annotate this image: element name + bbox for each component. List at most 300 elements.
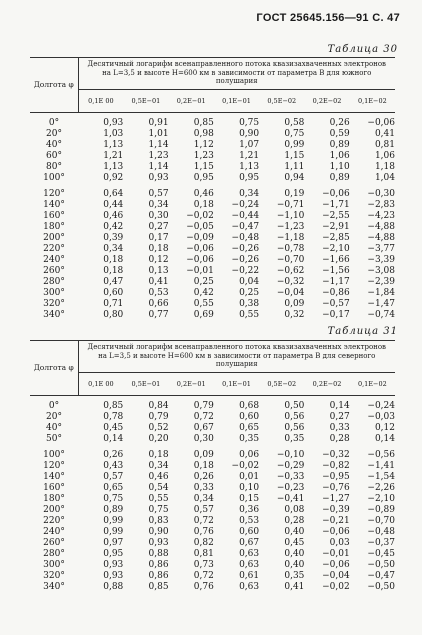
value-cell: 1,14 [148, 161, 169, 172]
table-row [30, 173, 395, 184]
longitude-cell: 20° [46, 128, 62, 139]
value-cell: 0,28 [284, 515, 305, 526]
value-cell: −0,48 [367, 526, 395, 537]
value-cell: 0,56 [284, 422, 305, 433]
table-30 [30, 57, 395, 321]
value-cell: 0,60 [239, 526, 260, 537]
value-cell: 0,18 [148, 449, 169, 460]
value-cell: −0,47 [367, 570, 395, 581]
value-cell: 0,52 [148, 422, 169, 433]
table-row [30, 233, 395, 244]
value-cell: 1,13 [103, 161, 124, 172]
value-cell: 1,13 [103, 139, 124, 150]
value-cell: 0,39 [103, 232, 124, 243]
longitude-cell: 260° [43, 537, 65, 548]
value-cell: 0,42 [103, 221, 124, 232]
table-row [30, 571, 395, 582]
longitude-cell: 40° [46, 139, 62, 150]
value-cell: 0,56 [284, 411, 305, 422]
value-cell: −0,26 [231, 243, 260, 254]
value-cell: 0,89 [329, 139, 350, 150]
value-cell: 0,18 [103, 265, 124, 276]
value-cell: 0,85 [148, 581, 169, 592]
value-cell: 0,34 [148, 460, 169, 471]
value-cell: 0,10 [239, 482, 260, 493]
value-cell: 1,14 [148, 139, 169, 150]
value-cell: −0,05 [186, 221, 214, 232]
longitude-cell: 160° [43, 210, 65, 221]
value-cell: 0,65 [103, 482, 124, 493]
value-cell: 0,97 [103, 537, 124, 548]
value-cell: 0,14 [103, 433, 124, 444]
value-cell: 0,35 [239, 433, 260, 444]
value-cell: −1,66 [322, 254, 350, 265]
value-cell: −0,70 [367, 515, 395, 526]
longitude-cell: 0° [48, 400, 60, 411]
param-header: 0,2E−01 [169, 372, 214, 395]
value-cell: 0,63 [239, 581, 260, 592]
table-31-caption: Таблица 31 [327, 326, 398, 337]
value-cell: −0,30 [367, 188, 395, 199]
table-description: Десятичный логарифм всенаправленного потока квазизахваченных электронов на L=3,5 и высоте H=600 км в зависимости от параметра B для северного полушария [78, 341, 395, 373]
value-cell: 0,81 [374, 139, 395, 150]
value-cell: 0,76 [193, 581, 214, 592]
table-row [30, 549, 395, 560]
value-cell: −0,50 [367, 581, 395, 592]
value-cell: 0,67 [193, 422, 214, 433]
longitude-cell: 220° [43, 515, 65, 526]
value-cell: −0,70 [276, 254, 305, 265]
value-cell: 0,40 [284, 559, 305, 570]
value-cell: −0,06 [186, 243, 214, 254]
longitude-cell: 100° [43, 172, 65, 183]
value-cell: 0,93 [103, 117, 124, 128]
value-cell: 0,12 [374, 422, 395, 433]
value-cell: −2,55 [322, 210, 350, 221]
value-cell: −0,10 [276, 449, 305, 460]
param-header: 0,1E−01 [214, 89, 259, 112]
value-cell: 0,60 [239, 411, 260, 422]
value-cell: 0,41 [284, 581, 305, 592]
value-cell: −0,32 [322, 449, 350, 460]
param-header: 0,5E−02 [259, 372, 304, 395]
value-cell: 0,63 [239, 548, 260, 559]
longitude-cell: 240° [43, 254, 65, 265]
value-cell: 0,71 [103, 298, 124, 309]
table-row [30, 582, 395, 593]
value-cell: −0,39 [322, 504, 350, 515]
value-cell: −0,04 [322, 570, 350, 581]
value-cell: −1,23 [276, 221, 305, 232]
param-header: 0,1E−02 [350, 372, 395, 395]
value-cell: 0,30 [148, 210, 169, 221]
longitude-cell: 260° [43, 265, 65, 276]
table-row [30, 222, 395, 233]
value-cell: 1,06 [374, 150, 395, 161]
table-description: Десятичный логарифм всенаправленного потока квазизахваченных электронов на L=3,5 и высоте H=600 км в зависимости от параметра B для южного полушария [78, 58, 395, 90]
value-cell: 0,55 [239, 309, 260, 320]
value-cell: 0,14 [329, 400, 350, 411]
value-cell: 0,83 [148, 515, 169, 526]
value-cell: 0,28 [329, 433, 350, 444]
table-30-caption: Таблица 30 [327, 44, 398, 55]
value-cell: −3,39 [367, 254, 395, 265]
value-cell: 0,92 [103, 172, 124, 183]
value-cell: 0,18 [193, 460, 214, 471]
table-row [30, 401, 395, 412]
value-cell: −2,39 [367, 276, 395, 287]
value-cell: 0,12 [148, 254, 169, 265]
value-cell: 0,13 [148, 265, 169, 276]
value-cell: 1,06 [329, 150, 350, 161]
longitude-cell: 280° [43, 276, 65, 287]
longitude-cell: 200° [43, 232, 65, 243]
value-cell: −3,08 [367, 265, 395, 276]
longitude-cell: 320° [43, 570, 65, 581]
value-cell: −2,83 [367, 199, 395, 210]
table-row [30, 129, 395, 140]
longitude-cell: 340° [43, 581, 65, 592]
value-cell: −0,06 [322, 188, 350, 199]
value-cell: −0,76 [322, 482, 350, 493]
table-row [30, 483, 395, 494]
table-row [30, 255, 395, 266]
value-cell: 0,67 [239, 537, 260, 548]
longitude-cell: 140° [43, 199, 65, 210]
value-cell: −0,37 [367, 537, 395, 548]
value-cell: 0,99 [103, 515, 124, 526]
value-cell: 0,41 [148, 276, 169, 287]
value-cell: −2,91 [322, 221, 350, 232]
longitude-cell: 20° [46, 411, 62, 422]
longitude-cell: 60° [46, 150, 62, 161]
value-cell: −1,17 [322, 276, 350, 287]
value-cell: 1,13 [239, 161, 260, 172]
value-cell: 1,03 [103, 128, 124, 139]
value-cell: −0,06 [322, 526, 350, 537]
value-cell: 0,73 [193, 559, 214, 570]
value-cell: 1,01 [148, 128, 169, 139]
value-cell: −4,23 [367, 210, 395, 221]
longitude-cell: 320° [43, 298, 65, 309]
page-header: ГОСТ 25645.156—91 С. 47 [256, 12, 400, 24]
longitude-cell: 100° [43, 449, 65, 460]
longitude-cell: 0° [48, 117, 60, 128]
value-cell: 0,72 [193, 570, 214, 581]
table-row [30, 412, 395, 423]
value-cell: 1,23 [193, 150, 214, 161]
value-cell: 0,88 [148, 548, 169, 559]
value-cell: 0,81 [193, 548, 214, 559]
value-cell: 0,01 [239, 471, 260, 482]
param-header: 0,5E−02 [259, 89, 304, 112]
value-cell: 0,66 [148, 298, 169, 309]
table-row [30, 310, 395, 321]
value-cell: 0,18 [103, 254, 124, 265]
value-cell: 0,79 [193, 400, 214, 411]
value-cell: 0,54 [148, 482, 169, 493]
value-cell: −0,26 [231, 254, 260, 265]
value-cell: −0,56 [367, 449, 395, 460]
table-row [30, 527, 395, 538]
param-header: 0,1E−02 [350, 89, 395, 112]
value-cell: 0,40 [284, 526, 305, 537]
value-cell: 0,77 [148, 309, 169, 320]
longitude-header: Долгота φ [30, 58, 78, 113]
value-cell: 0,93 [148, 172, 169, 183]
value-cell: −1,41 [367, 460, 395, 471]
value-cell: −0,02 [322, 581, 350, 592]
value-cell: 0,33 [329, 422, 350, 433]
value-cell: −0,50 [367, 559, 395, 570]
value-cell: −0,71 [276, 199, 305, 210]
value-cell: 0,65 [239, 422, 260, 433]
value-cell: 0,18 [193, 199, 214, 210]
value-cell: 0,50 [284, 400, 305, 411]
table-row [30, 162, 395, 173]
value-cell: 0,55 [193, 298, 214, 309]
value-cell: 0,27 [329, 411, 350, 422]
value-cell: 0,76 [193, 526, 214, 537]
value-cell: −0,22 [231, 265, 260, 276]
value-cell: 0,35 [284, 433, 305, 444]
table-row [30, 538, 395, 549]
value-cell: 0,75 [284, 128, 305, 139]
value-cell: 0,14 [374, 433, 395, 444]
value-cell: −0,01 [322, 548, 350, 559]
value-cell: −0,02 [231, 460, 260, 471]
value-cell: −0,33 [276, 471, 305, 482]
value-cell: 0,33 [193, 482, 214, 493]
value-cell: −0,17 [322, 309, 350, 320]
table-row [30, 118, 395, 129]
longitude-cell: 300° [43, 559, 65, 570]
table-row [30, 299, 395, 310]
value-cell: 0,19 [284, 188, 305, 199]
value-cell: 0,03 [329, 537, 350, 548]
value-cell: 0,57 [193, 504, 214, 515]
value-cell: 0,38 [239, 298, 260, 309]
value-cell: 0,95 [239, 172, 260, 183]
table-row [30, 505, 395, 516]
value-cell: −0,06 [322, 559, 350, 570]
value-cell: 0,40 [284, 548, 305, 559]
value-cell: −0,06 [186, 254, 214, 265]
table-row [30, 450, 395, 461]
value-cell: −0,32 [276, 276, 305, 287]
value-cell: 0,08 [284, 504, 305, 515]
value-cell: 0,34 [148, 199, 169, 210]
value-cell: −0,57 [322, 298, 350, 309]
value-cell: −1,47 [367, 298, 395, 309]
value-cell: 1,15 [284, 150, 305, 161]
value-cell: 0,89 [329, 172, 350, 183]
value-cell: 0,90 [148, 526, 169, 537]
value-cell: 1,23 [148, 150, 169, 161]
value-cell: 0,80 [103, 309, 124, 320]
value-cell: −0,47 [231, 221, 260, 232]
value-cell: −1,56 [322, 265, 350, 276]
param-header: 0,1E 00 [78, 89, 123, 112]
value-cell: −0,82 [322, 460, 350, 471]
value-cell: −0,62 [276, 265, 305, 276]
value-cell: 0,25 [239, 287, 260, 298]
value-cell: 0,75 [239, 117, 260, 128]
value-cell: 0,46 [103, 210, 124, 221]
value-cell: 0,15 [239, 493, 260, 504]
value-cell: 0,26 [193, 471, 214, 482]
value-cell: 0,84 [148, 400, 169, 411]
value-cell: −0,04 [276, 287, 305, 298]
table-row [30, 277, 395, 288]
value-cell: 0,04 [239, 276, 260, 287]
value-cell: −0,03 [367, 411, 395, 422]
value-cell: −0,06 [367, 117, 395, 128]
value-cell: −4,88 [367, 221, 395, 232]
value-cell: −2,10 [322, 243, 350, 254]
value-cell: 0,09 [193, 449, 214, 460]
longitude-cell: 300° [43, 287, 65, 298]
table-row [30, 494, 395, 505]
value-cell: −0,29 [276, 460, 305, 471]
value-cell: 0,82 [193, 537, 214, 548]
longitude-cell: 50° [46, 433, 62, 444]
value-cell: 0,26 [329, 117, 350, 128]
value-cell: 1,07 [239, 139, 260, 150]
value-cell: 0,99 [284, 139, 305, 150]
value-cell: −4,88 [367, 232, 395, 243]
table-row [30, 200, 395, 211]
longitude-cell: 120° [43, 460, 65, 471]
value-cell: −1,71 [322, 199, 350, 210]
param-header: 0,5E−01 [123, 372, 168, 395]
table-row [30, 140, 395, 151]
value-cell: −2,85 [322, 232, 350, 243]
value-cell: −1,54 [367, 471, 395, 482]
value-cell: 0,34 [103, 243, 124, 254]
value-cell: 0,17 [148, 232, 169, 243]
value-cell: 0,91 [148, 117, 169, 128]
table-row [30, 151, 395, 162]
value-cell: −1,27 [322, 493, 350, 504]
value-cell: 1,10 [329, 161, 350, 172]
value-cell: −0,23 [276, 482, 305, 493]
value-cell: 0,63 [239, 559, 260, 570]
value-cell: −0,24 [231, 199, 260, 210]
value-cell: −0,41 [276, 493, 305, 504]
value-cell: −2,26 [367, 482, 395, 493]
value-cell: 0,93 [103, 570, 124, 581]
value-cell: −0,95 [322, 471, 350, 482]
value-cell: 0,30 [193, 433, 214, 444]
value-cell: 0,69 [193, 309, 214, 320]
value-cell: 0,53 [148, 287, 169, 298]
value-cell: 0,09 [284, 298, 305, 309]
table-row [30, 461, 395, 472]
value-cell: 0,36 [239, 504, 260, 515]
value-cell: 0,44 [103, 199, 124, 210]
value-cell: 0,78 [103, 411, 124, 422]
value-cell: −0,44 [231, 210, 260, 221]
table-31 [30, 340, 395, 593]
value-cell: 0,42 [193, 287, 214, 298]
value-cell: 0,57 [148, 188, 169, 199]
value-cell: 0,06 [239, 449, 260, 460]
value-cell: −0,21 [322, 515, 350, 526]
value-cell: 1,21 [239, 150, 260, 161]
value-cell: 0,43 [103, 460, 124, 471]
value-cell: −0,48 [231, 232, 260, 243]
value-cell: 1,18 [374, 161, 395, 172]
longitude-cell: 280° [43, 548, 65, 559]
table-row [30, 560, 395, 571]
value-cell: 0,47 [103, 276, 124, 287]
longitude-cell: 120° [43, 188, 65, 199]
value-cell: −0,89 [367, 504, 395, 515]
param-header: 0,2E−02 [304, 89, 349, 112]
value-cell: 1,04 [374, 172, 395, 183]
table-row [30, 472, 395, 483]
longitude-cell: 240° [43, 526, 65, 537]
longitude-cell: 80° [46, 161, 62, 172]
value-cell: 0,34 [193, 493, 214, 504]
value-cell: 0,32 [284, 309, 305, 320]
value-cell: 0,75 [148, 504, 169, 515]
value-cell: −0,74 [367, 309, 395, 320]
value-cell: 0,94 [284, 172, 305, 183]
longitude-cell: 140° [43, 471, 65, 482]
value-cell: 0,45 [284, 537, 305, 548]
value-cell: 0,95 [193, 172, 214, 183]
longitude-cell: 160° [43, 482, 65, 493]
param-header: 0,2E−01 [169, 89, 214, 112]
value-cell: 1,11 [284, 161, 305, 172]
value-cell: 0,55 [148, 493, 169, 504]
longitude-cell: 200° [43, 504, 65, 515]
value-cell: −0,24 [367, 400, 395, 411]
value-cell: 0,53 [239, 515, 260, 526]
table-row [30, 244, 395, 255]
table-row [30, 516, 395, 527]
value-cell: 0,58 [284, 117, 305, 128]
value-cell: 0,41 [374, 128, 395, 139]
param-header: 0,2E−02 [304, 372, 349, 395]
value-cell: 0,88 [103, 581, 124, 592]
value-cell: 0,89 [103, 504, 124, 515]
value-cell: 0,61 [239, 570, 260, 581]
value-cell: −0,01 [186, 265, 214, 276]
longitude-header: Долгота φ [30, 341, 78, 396]
value-cell: −0,45 [367, 548, 395, 559]
value-cell: 0,86 [148, 559, 169, 570]
value-cell: 0,18 [148, 243, 169, 254]
value-cell: 0,86 [148, 570, 169, 581]
param-header: 0,5E−01 [123, 89, 168, 112]
value-cell: 1,12 [193, 139, 214, 150]
value-cell: 0,20 [148, 433, 169, 444]
value-cell: 0,57 [103, 471, 124, 482]
value-cell: 0,85 [193, 117, 214, 128]
table-row [30, 434, 395, 445]
value-cell: −0,02 [186, 210, 214, 221]
value-cell: 0,93 [103, 559, 124, 570]
longitude-cell: 340° [43, 309, 65, 320]
value-cell: 0,98 [193, 128, 214, 139]
value-cell: −2,10 [367, 493, 395, 504]
table-row [30, 288, 395, 299]
value-cell: 0,79 [148, 411, 169, 422]
value-cell: −0,78 [276, 243, 305, 254]
